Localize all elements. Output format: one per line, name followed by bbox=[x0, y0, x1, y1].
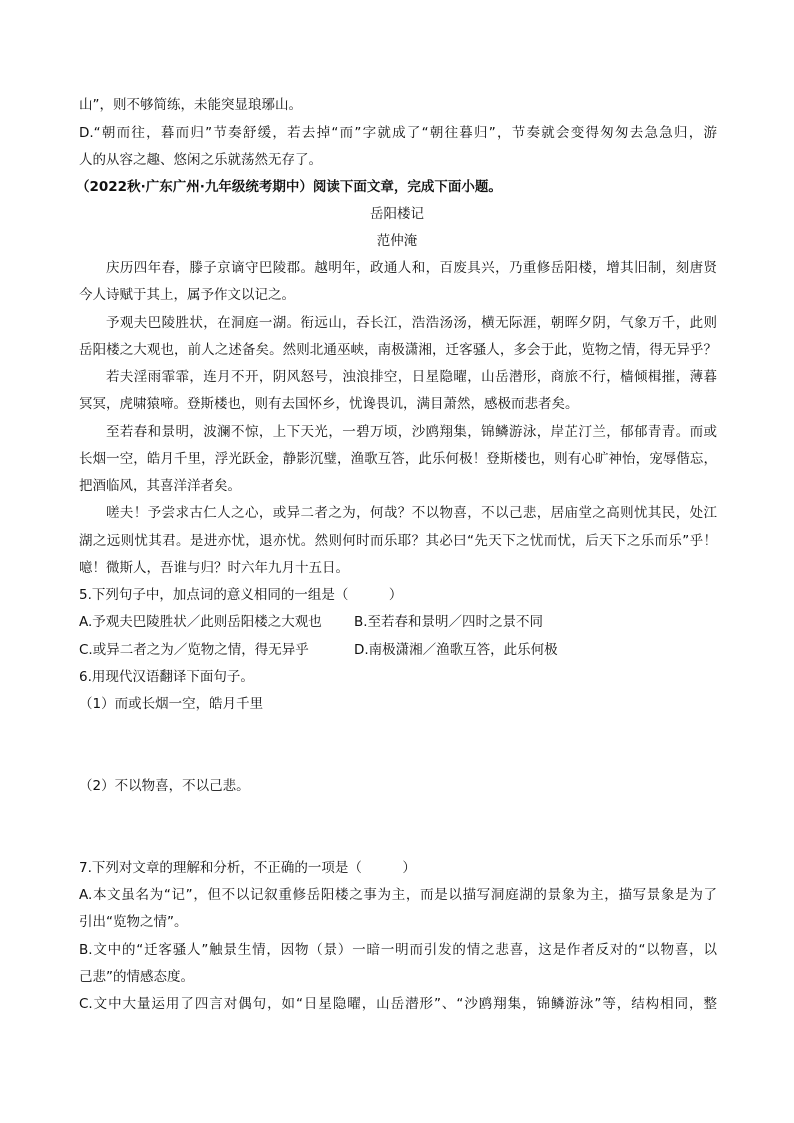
passage-line-4: 岳阳楼之大观也，前人之述备矣。然则北通巫峡，南极潇湘，迁客骚人，多会于此，览物之情，得无异乎？ bbox=[79, 342, 717, 358]
prev-option-d-line1: D.“朝而往，暮而归”节奏舒缓，若去掉“而”字就成了“朝往暮归”，节奏就会变得匆匆去急急归，游 bbox=[79, 125, 717, 141]
q7-option-b-line2: 己悲”的情感态度。 bbox=[79, 969, 194, 985]
q7-option-a-line2: 引出“览物之情”。 bbox=[79, 914, 188, 930]
passage-line-11: 湖之远则忧其君。是进亦忧，退亦忧。然则何时而乐耶？其必曰“先天下之忧而忧，后天下之乐而乐”乎！ bbox=[79, 533, 717, 549]
passage-line-9: 把酒临风，其喜洋洋者矣。 bbox=[79, 478, 241, 494]
q6-stem: 6.用现代汉语翻译下面句子。 bbox=[79, 669, 254, 685]
prev-question-tail: 山”，则不够简练，未能突显琅琊山。 bbox=[79, 97, 302, 113]
passage-line-6: 冥冥，虎啸猿啼。登斯楼也，则有去国怀乡，忧谗畏讥，满目萧然，感极而悲者矣。 bbox=[79, 396, 579, 412]
q7-option-a-line1: A.本文虽名为“记”，但不以记叙重修岳阳楼之事为主，而是以描写洞庭湖的景象为主，描写景象是为了 bbox=[79, 887, 717, 903]
q5-stem: 5.下列句子中，加点词的意义相同的一组是（ ） bbox=[79, 587, 403, 603]
source-note: （2022秋·广东广州·九年级统考期中）阅读下面文章，完成下面小题。 bbox=[76, 179, 502, 195]
passage-line-7: 至若春和景明，波澜不惊，上下天光，一碧万顷，沙鸥翔集，锦鳞游泳，岸芷汀兰，郁郁青青。而或 bbox=[106, 424, 717, 440]
q6-item-2: （2）不以物喜，不以己悲。 bbox=[79, 778, 250, 794]
passage-author: 范仲淹 bbox=[376, 233, 418, 249]
q6-item-1: （1）而或长烟一空，皓月千里 bbox=[79, 696, 264, 712]
passage-line-2: 今人诗赋于其上，属予作文以记之。 bbox=[79, 287, 295, 303]
prev-option-d-line2: 人的从容之趣、悠闲之乐就荡然无存了。 bbox=[79, 152, 322, 168]
passage-line-5: 若夫淫雨霏霏，连月不开，阴风怒号，浊浪排空，日星隐曜，山岳潜形，商旅不行，樯倾楫摧，薄暮 bbox=[106, 369, 717, 385]
q7-option-c-line1: C.文中大量运用了四言对偶句，如“日星隐曜，山岳潜形”、“沙鸥翔集，锦鳞游泳”等，结构相同，整 bbox=[79, 996, 717, 1012]
q7-option-b-line1: B.文中的“迁客骚人”触景生情，因物（景）一暗一明而引发的情之悲喜，这是作者反对的“以物喜，以 bbox=[79, 942, 717, 958]
passage-line-12: 噫！微斯人，吾谁与归？时六年九月十五日。 bbox=[79, 560, 349, 576]
passage-line-3: 予观夫巴陵胜状，在洞庭一湖。衔远山，吞长江，浩浩汤汤，横无际涯，朝晖夕阴，气象万千，此则 bbox=[106, 315, 717, 331]
q5-option-c: C.或异二者之为／览物之情，得无异乎 bbox=[79, 642, 309, 658]
q7-stem: 7.下列对文章的理解和分析，不正确的一项是（ ） bbox=[79, 860, 416, 876]
q5-option-d: D.南极潇湘／渔歌互答，此乐何极 bbox=[354, 642, 558, 658]
passage-title: 岳阳楼记 bbox=[370, 206, 424, 222]
passage-line-1: 庆历四年春，滕子京谪守巴陵郡。越明年，政通人和，百废具兴，乃重修岳阳楼，增其旧制，刻唐贤 bbox=[106, 260, 717, 276]
q5-option-b: B.至若春和景明／四时之景不同 bbox=[354, 614, 544, 630]
passage-line-8: 长烟一空，皓月千里，浮光跃金，静影沉璧，渔歌互答，此乐何极！登斯楼也，则有心旷神怡，宠辱偕忘， bbox=[79, 451, 717, 467]
passage-line-10: 嗟夫！予尝求古仁人之心，或异二者之为，何哉？不以物喜，不以己悲，居庙堂之高则忧其民，处江 bbox=[106, 505, 717, 521]
q5-option-a: A.予观夫巴陵胜状／此则岳阳楼之大观也 bbox=[79, 614, 322, 630]
